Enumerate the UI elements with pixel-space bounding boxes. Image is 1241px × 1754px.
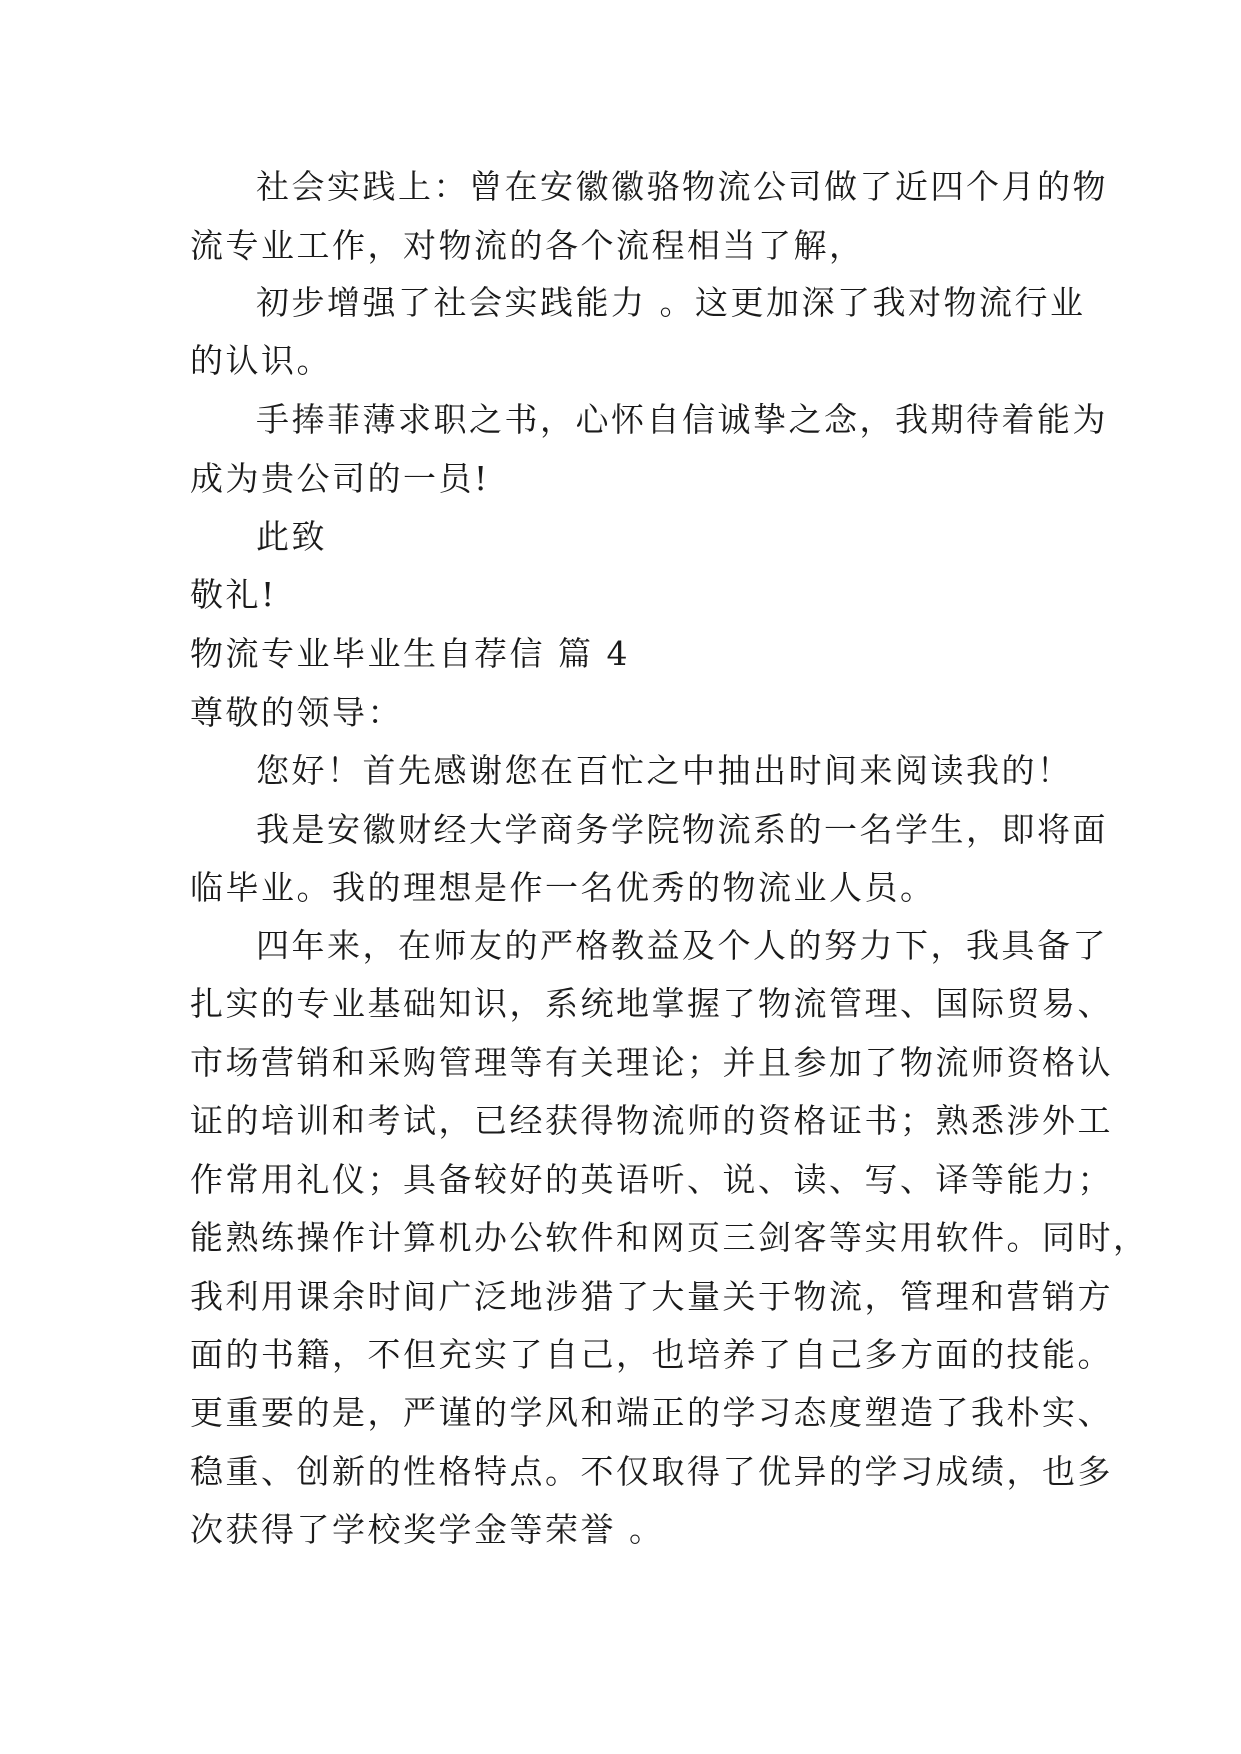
text-line: 临毕业。我的理想是作一名优秀的物流业人员。 [190,868,936,907]
text-line: 初步增强了社会实践能力 。这更加深了我对物流行业 [256,283,1086,322]
text-line: 次获得了学校奖学金等荣誉 。 [190,1510,665,1549]
text-line: 成为贵公司的一员! [190,459,490,498]
text-line: 证的培训和考试，已经获得物流师的资格证书；熟悉涉外工 [190,1101,1113,1140]
text-line: 的认识。 [190,341,332,380]
text-line: 市场营销和采购管理等有关理论；并且参加了物流师资格认 [190,1043,1113,1082]
text-line: 社会实践上：曾在安徽徽骆物流公司做了近四个月的物 [256,167,1108,206]
text-line: 我是安徽财经大学商务学院物流系的一名学生，即将面 [256,810,1108,849]
text-line: 能熟练操作计算机办公软件和网页三剑客等实用软件。同时， [190,1218,1149,1257]
salutation: 尊敬的领导： [190,693,403,732]
text-line: 扎实的专业基础知识，系统地掌握了物流管理、国际贸易、 [190,984,1113,1023]
text-line: 流专业工作，对物流的各个流程相当了解， [190,226,865,265]
text-line: 更重要的是，严谨的学风和端正的学习态度塑造了我朴实、 [190,1393,1113,1432]
text-line: 手捧菲薄求职之书，心怀自信诚挚之念，我期待着能为 [256,400,1108,439]
text-line: 四年来，在师友的严格教益及个人的努力下，我具备了 [256,926,1108,965]
text-line: 敬礼! [190,575,277,614]
text-line: 稳重、创新的性格特点。不仅取得了优异的学习成绩，也多 [190,1452,1113,1491]
section-heading: 物流专业毕业生自荐信 篇 4 [190,634,630,673]
text-line: 作常用礼仪；具备较好的英语听、说、读、写、译等能力； [190,1160,1113,1199]
text-line: 面的书籍，不但充实了自己，也培养了自己多方面的技能。 [190,1335,1113,1374]
text-line: 此致 [256,517,327,556]
text-line: 我利用课余时间广泛地涉猎了大量关于物流，管理和营销方 [190,1277,1113,1316]
text-line: 您好！首先感谢您在百忙之中抽出时间来阅读我的！ [256,751,1073,790]
